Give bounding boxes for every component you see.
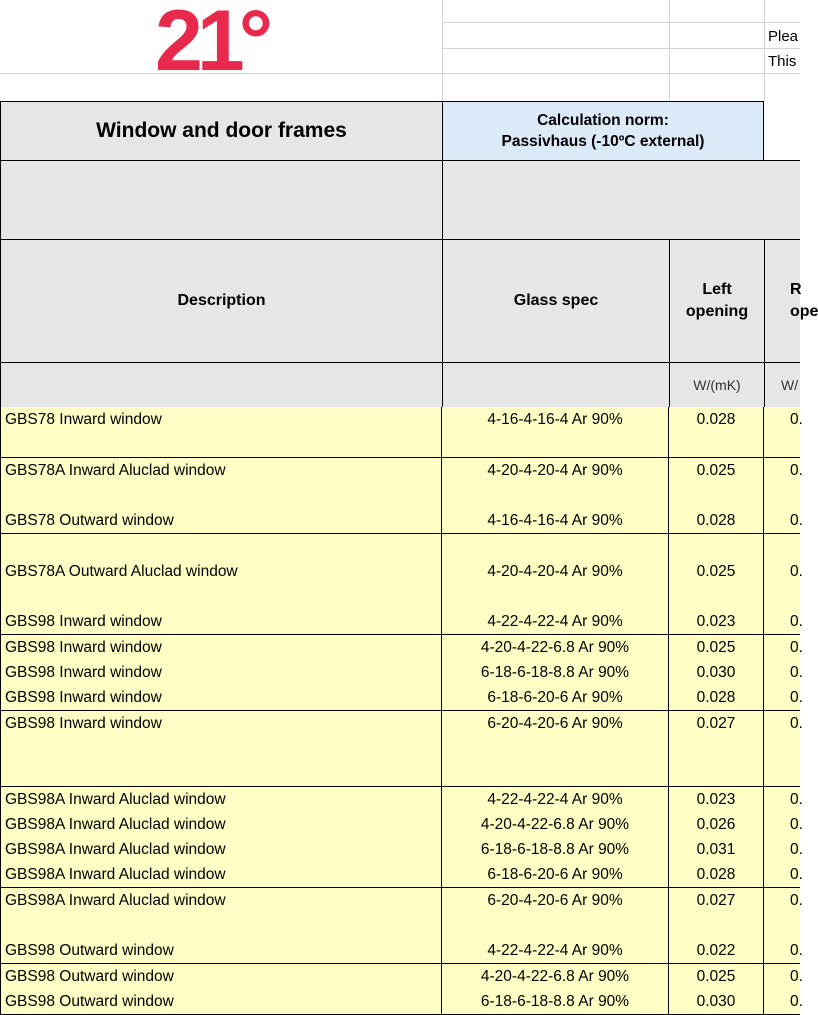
grid-line: [442, 48, 800, 49]
glass-spec-cell[interactable]: 4-22-4-22-4 Ar 90%: [442, 938, 669, 964]
right-opening-cell[interactable]: 0.: [764, 837, 800, 863]
grid-line: [0, 73, 800, 74]
left-opening-label-2: opening: [685, 303, 749, 320]
left-opening-cell[interactable]: [669, 483, 764, 509]
table-row: [0, 635, 803, 661]
table-row: [0, 660, 803, 686]
right-opening-cell[interactable]: 0.: [764, 964, 800, 990]
table-row: [0, 534, 800, 560]
right-opening-cell[interactable]: 0.: [764, 458, 800, 484]
right-opening-cell[interactable]: 0.: [764, 787, 800, 813]
left-opening-cell[interactable]: 0.025: [669, 458, 764, 484]
glass-spec-cell[interactable]: 4-20-4-22-6.8 Ar 90%: [442, 964, 669, 990]
right-opening-cell[interactable]: [764, 761, 800, 787]
table-row: [0, 685, 803, 711]
left-opening-cell[interactable]: 0.022: [669, 938, 764, 964]
sheet-title[interactable]: Window and door frames: [0, 101, 443, 161]
left-opening-cell[interactable]: 0.027: [669, 711, 764, 737]
unit-cell-description[interactable]: [0, 362, 443, 408]
description-cell[interactable]: GBS98 Inward window: [0, 635, 442, 661]
table-row: [0, 989, 803, 1015]
left-opening-cell[interactable]: 0.025: [669, 964, 764, 990]
right-opening-cell[interactable]: [764, 534, 800, 560]
right-opening-cell[interactable]: 0.: [764, 508, 800, 534]
description-cell[interactable]: GBS78A Inward Aluclad window: [0, 458, 442, 484]
unit-cell-glass-spec[interactable]: [442, 362, 670, 408]
left-opening-cell[interactable]: 0.028: [669, 685, 764, 711]
grid-line: [442, 0, 443, 101]
description-cell[interactable]: GBS78 Outward window: [0, 508, 442, 534]
left-opening-cell[interactable]: [669, 534, 764, 560]
table-row: [0, 508, 803, 534]
right-opening-cell[interactable]: 0.: [764, 635, 800, 661]
right-opening-cell[interactable]: 0.: [764, 559, 800, 585]
right-opening-cell[interactable]: 0.: [764, 989, 800, 1015]
description-cell[interactable]: GBS98 Inward window: [0, 685, 442, 711]
glass-spec-cell[interactable]: [442, 534, 669, 560]
norm-label: Calculation norm:: [537, 112, 669, 129]
header-blank-cell[interactable]: [442, 160, 800, 240]
right-opening-cell[interactable]: 0.: [764, 407, 800, 433]
column-header-description[interactable]: Description: [0, 239, 443, 363]
description-cell[interactable]: GBS98 Inward window: [0, 609, 442, 635]
left-opening-cell[interactable]: 0.028: [669, 407, 764, 433]
column-header-right-opening[interactable]: [764, 239, 818, 363]
right-opening-cell[interactable]: 0.: [764, 660, 800, 686]
left-opening-cell[interactable]: 0.023: [669, 787, 764, 813]
description-cell[interactable]: GBS78 Inward window: [0, 407, 442, 433]
description-cell[interactable]: [0, 534, 442, 560]
left-opening-cell[interactable]: 0.031: [669, 837, 764, 863]
description-cell[interactable]: [0, 483, 442, 509]
calculation-norm-cell[interactable]: [442, 101, 764, 161]
left-opening-cell[interactable]: 0.023: [669, 609, 764, 635]
brand-logo: 21°: [155, 0, 268, 89]
glass-spec-cell[interactable]: 4-16-4-16-4 Ar 90%: [442, 508, 669, 534]
glass-spec-cell[interactable]: 4-20-4-20-4 Ar 90%: [442, 458, 669, 484]
glass-spec-cell[interactable]: 6-18-6-20-6 Ar 90%: [442, 685, 669, 711]
note-cell-1[interactable]: Plea: [768, 28, 799, 45]
norm-value: Passivhaus (-10ºC external): [501, 133, 705, 150]
glass-spec-cell[interactable]: 4-20-4-22-6.8 Ar 90%: [442, 812, 669, 838]
description-cell[interactable]: GBS98A Inward Aluclad window: [0, 787, 442, 813]
table-row: [0, 584, 800, 610]
glass-spec-cell[interactable]: 4-16-4-16-4 Ar 90%: [442, 407, 669, 433]
glass-spec-cell[interactable]: 6-18-6-18-8.8 Ar 90%: [442, 989, 669, 1015]
right-opening-cell[interactable]: [764, 736, 800, 762]
table-row: [0, 888, 803, 914]
description-cell[interactable]: GBS78A Outward Aluclad window: [0, 559, 442, 585]
table-row: [0, 862, 803, 888]
left-opening-cell[interactable]: 0.030: [669, 989, 764, 1015]
table-row: [0, 812, 803, 838]
table-row: [0, 483, 800, 509]
glass-spec-cell[interactable]: 6-18-6-18-8.8 Ar 90%: [442, 660, 669, 686]
table-row: [0, 609, 803, 635]
left-opening-cell[interactable]: 0.028: [669, 508, 764, 534]
glass-spec-cell[interactable]: 4-20-4-20-4 Ar 90%: [442, 559, 669, 585]
grid-line: [764, 0, 765, 101]
grid-line: [442, 22, 800, 23]
left-opening-cell[interactable]: 0.025: [669, 635, 764, 661]
description-cell[interactable]: [0, 761, 442, 787]
description-cell[interactable]: [0, 736, 442, 762]
left-opening-cell[interactable]: 0.025: [669, 559, 764, 585]
right-opening-cell[interactable]: 0.: [764, 862, 800, 888]
table-row: [0, 559, 803, 585]
left-opening-label-1: Left: [702, 281, 732, 298]
grid-line: [669, 0, 670, 101]
glass-spec-cell[interactable]: 4-22-4-22-4 Ar 90%: [442, 609, 669, 635]
description-cell[interactable]: GBS98A Inward Aluclad window: [0, 888, 442, 914]
description-cell[interactable]: [0, 584, 442, 610]
note-cell-2[interactable]: This: [768, 53, 797, 70]
description-cell[interactable]: [0, 432, 442, 458]
description-cell[interactable]: GBS98A Inward Aluclad window: [0, 812, 442, 838]
right-opening-label-1: R: [790, 281, 802, 298]
table-row: [0, 761, 800, 787]
right-opening-cell[interactable]: [764, 483, 800, 509]
left-opening-cell[interactable]: [669, 584, 764, 610]
description-cell[interactable]: [0, 913, 442, 939]
left-opening-cell[interactable]: 0.030: [669, 660, 764, 686]
glass-spec-cell[interactable]: 6-18-6-18-8.8 Ar 90%: [442, 837, 669, 863]
column-header-left-opening[interactable]: [669, 239, 765, 363]
right-opening-cell[interactable]: 0.: [764, 812, 800, 838]
column-header-glass-spec[interactable]: Glass spec: [442, 239, 670, 363]
description-cell[interactable]: GBS98 Outward window: [0, 964, 442, 990]
glass-spec-cell[interactable]: [442, 736, 669, 762]
right-opening-cell[interactable]: 0.: [764, 685, 800, 711]
left-opening-cell[interactable]: 0.027: [669, 888, 764, 914]
table-row: [0, 787, 803, 813]
table-row: [0, 736, 800, 762]
left-opening-cell[interactable]: [669, 913, 764, 939]
right-opening-cell[interactable]: 0.: [764, 938, 800, 964]
table-row: [0, 837, 803, 863]
glass-spec-cell[interactable]: 6-18-6-20-6 Ar 90%: [442, 862, 669, 888]
description-cell[interactable]: GBS98 Inward window: [0, 660, 442, 686]
right-opening-label-2: ope: [790, 303, 818, 320]
glass-spec-cell[interactable]: [442, 913, 669, 939]
glass-spec-cell[interactable]: 4-22-4-22-4 Ar 90%: [442, 787, 669, 813]
table-row: [0, 711, 803, 737]
table-row: [0, 458, 803, 484]
table-row: [0, 938, 803, 964]
table-row: [0, 964, 803, 990]
unit-cell-right-opening[interactable]: W/: [764, 362, 800, 408]
description-cell[interactable]: GBS98 Outward window: [0, 989, 442, 1015]
right-opening-cell[interactable]: 0.: [764, 711, 800, 737]
glass-spec-cell[interactable]: 4-20-4-22-6.8 Ar 90%: [442, 635, 669, 661]
unit-cell-left-opening[interactable]: W/(mK): [669, 362, 765, 408]
left-opening-cell[interactable]: [669, 432, 764, 458]
table-row: [0, 407, 803, 433]
glass-spec-cell[interactable]: [442, 432, 669, 458]
left-opening-cell[interactable]: [669, 761, 764, 787]
glass-spec-cell[interactable]: 6-20-4-20-6 Ar 90%: [442, 888, 669, 914]
header-blank-cell[interactable]: [0, 160, 443, 240]
right-opening-cell[interactable]: [764, 913, 800, 939]
description-cell[interactable]: GBS98 Outward window: [0, 938, 442, 964]
glass-spec-cell[interactable]: 6-20-4-20-6 Ar 90%: [442, 711, 669, 737]
left-opening-cell[interactable]: 0.026: [669, 812, 764, 838]
right-opening-cell[interactable]: [764, 584, 800, 610]
glass-spec-cell[interactable]: [442, 584, 669, 610]
right-opening-cell[interactable]: [764, 432, 800, 458]
description-cell[interactable]: GBS98 Inward window: [0, 711, 442, 737]
left-opening-cell[interactable]: 0.028: [669, 862, 764, 888]
left-opening-cell[interactable]: [669, 736, 764, 762]
glass-spec-cell[interactable]: [442, 483, 669, 509]
table-row: [0, 432, 800, 458]
description-cell[interactable]: GBS98A Inward Aluclad window: [0, 837, 442, 863]
table-row: [0, 913, 800, 939]
right-opening-cell[interactable]: 0.: [764, 888, 800, 914]
description-cell[interactable]: GBS98A Inward Aluclad window: [0, 862, 442, 888]
right-opening-cell[interactable]: 0.: [764, 609, 800, 635]
glass-spec-cell[interactable]: [442, 761, 669, 787]
